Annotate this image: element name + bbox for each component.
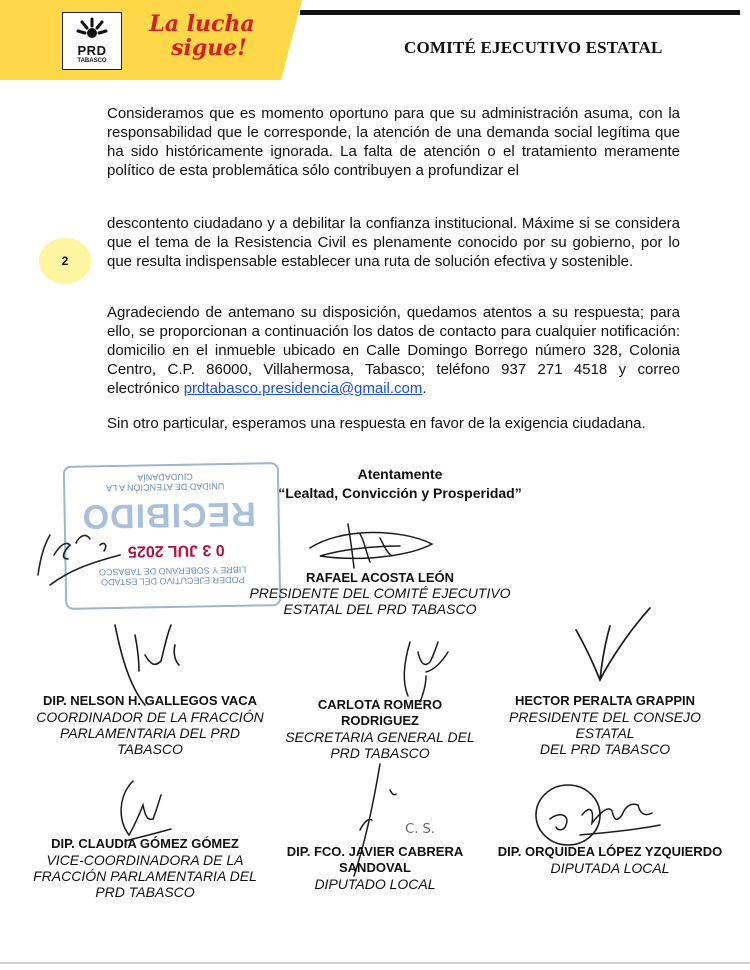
president-name: RAFAEL ACOSTA LEÓN xyxy=(305,570,455,585)
gomez-name: DIP. CLAUDIA GÓMEZ GÓMEZ xyxy=(51,836,239,851)
email-link[interactable]: prdtabasco.presidencia@gmail.com xyxy=(183,380,423,397)
lopez-name: DIP. ORQUIDEA LÓPEZ YZQUIERDO xyxy=(497,844,723,859)
paragraph-3-text: Agradeciendo de antemano su disposición, quedamos atentos a su respuesta; para ello, se proporcionan a continuación los datos de contacto para cualquier notificación: domicilio en el inmueble ubicado en Calle Domingo Borrego número 328, Colonia Centro, C.P. 86000, Villahermosa, Tabasco; teléfono 937 271 4518 y correo electrónico xyxy=(107,304,680,397)
gallegos-name: DIP. NELSON H. GALLEGOS VACA xyxy=(42,693,258,708)
paragraph-4: Sin otro particular, esperamos una respuesta en favor de la exigencia ciudadana. xyxy=(107,415,646,432)
gallegos-role-3: TABASCO xyxy=(117,741,183,757)
lopez-role-1: DIPUTADA LOCAL xyxy=(550,860,670,876)
romero-name-2: RODRIGUEZ xyxy=(341,713,419,728)
sun-icon xyxy=(75,17,109,45)
cabrera-name-2: SANDOVAL xyxy=(339,860,411,875)
cabrera-name-1: DIP. FCO. JAVIER CABRERA xyxy=(286,844,464,859)
paragraph-1: Consideramos que es momento oportuno para que su administración asuma, con la responsabilidad que le corresponde, la atención de una demanda social legítima que ha sido históricamente ignorada. La falta de atención o el tratamiento meramente político de esta problemática sólo contribuyen a profundizar el xyxy=(107,105,680,179)
lopez-signature xyxy=(520,775,680,855)
paragraph-3-end: . xyxy=(422,380,427,397)
gallegos-role-1: COORDINADOR DE LA FRACCIÓN xyxy=(36,709,264,725)
president-role-2: ESTATAL DEL PRD TABASCO xyxy=(283,601,477,617)
stamp-date: 0 3 JUL 2025 xyxy=(127,541,225,560)
gomez-role-3: PRD TABASCO xyxy=(95,884,195,900)
romero-role-1: SECRETARIA GENERAL DEL xyxy=(285,729,475,745)
slogan xyxy=(138,12,266,60)
gomez-role-2: FRACCIÓN PARLAMENTARIA DEL xyxy=(33,868,257,884)
gomez-role-1: VICE-COORDINADORA DE LA xyxy=(46,852,244,868)
peralta-signature xyxy=(570,600,660,690)
page-bottom-edge xyxy=(0,962,750,964)
slogan-line-2: sigue! xyxy=(171,35,247,61)
logo-state: TABASCO xyxy=(77,58,107,64)
stamp-word: RECIBIDO xyxy=(81,494,257,536)
romero-role-2: PRD TABASCO xyxy=(330,745,430,761)
handwritten-note-signature xyxy=(30,515,140,590)
peralta-name: HECTOR PERALTA GRAPPIN xyxy=(514,693,696,708)
paragraph-3 xyxy=(107,303,680,398)
slogan-line-1: La lucha xyxy=(149,11,255,37)
peralta-role-1: PRESIDENTE DEL CONSEJO xyxy=(509,709,701,725)
romero-name-1: CARLOTA ROMERO xyxy=(317,697,443,712)
prd-logo xyxy=(62,12,122,70)
president-role-1: PRESIDENTE DEL COMITÉ EJECUTIVO xyxy=(249,585,511,601)
gallegos-role-2: PARLAMENTARIA DEL PRD xyxy=(60,725,240,741)
stamp-top: UNIDAD DE ATENCIÓN A LA CIUDADANÍA xyxy=(105,471,225,494)
peralta-role-2: ESTATAL xyxy=(575,725,635,741)
logo-text: PRD xyxy=(77,43,107,58)
cabrera-role-1: DIPUTADO LOCAL xyxy=(314,876,436,892)
paragraph-2: descontento ciudadano y a debilitar la confianza institucional. Máxime si se considera que el tema de la Resistencia Civil es plenamente conocido por su gobierno, por lo que resulta indispensable establecer una ruta de solución efectiva y sostenible. xyxy=(107,215,680,270)
salutation: Atentamente xyxy=(357,466,443,482)
page-number: 2 xyxy=(39,238,91,284)
header-rule xyxy=(300,10,740,15)
motto: “Lealtad, Convicción y Prosperidad” xyxy=(278,485,522,501)
cabrera-initials: C. S. xyxy=(405,822,435,837)
committee-title: COMITÉ EJECUTIVO ESTATAL xyxy=(404,38,663,57)
peralta-role-3: DEL PRD TABASCO xyxy=(539,741,671,757)
president-signature xyxy=(300,516,440,576)
stamp-office: PODER EJECUTIVO DEL ESTADO LIBRE Y SOBERANO DE TABASCO xyxy=(98,564,247,588)
